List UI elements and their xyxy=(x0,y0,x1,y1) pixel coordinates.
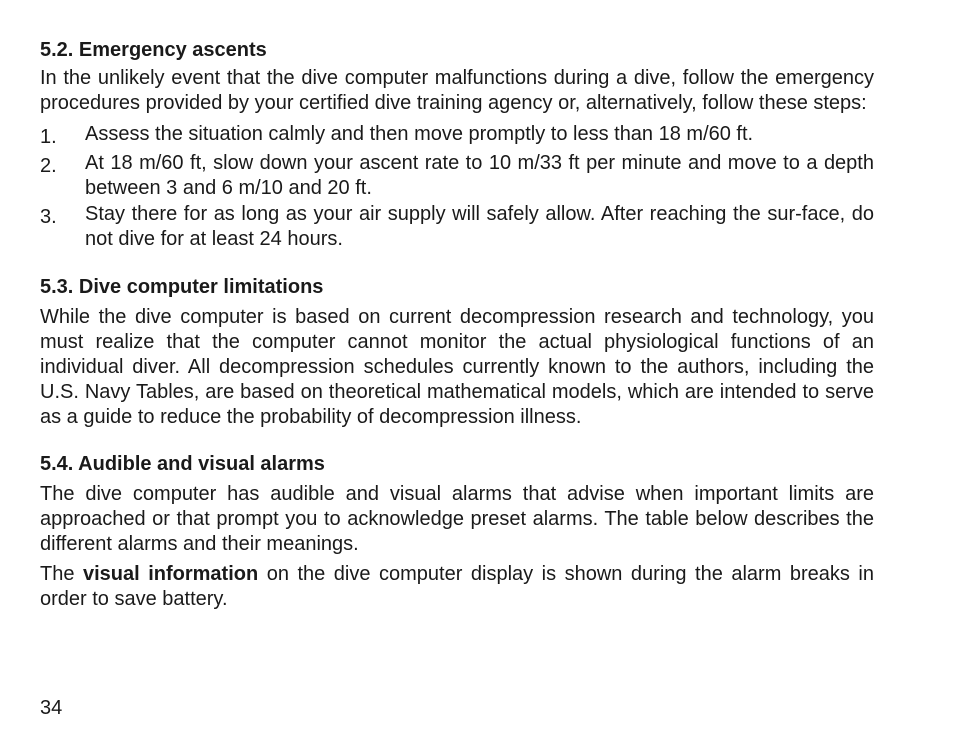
list-item xyxy=(40,122,874,151)
section-heading-limitations: 5.3. Dive computer limitations xyxy=(40,275,324,298)
section-heading-alarms: 5.4. Audible and visual alarms xyxy=(40,452,325,475)
limitations-body: While the dive computer is based on current decompression research and technology, you must realize that the computer cannot monitor the actual physiological functions of an individual diver. All decompression schedules currently known to the authors, including the U.S. Navy Tables, are based on theoretical mathematical models, which are intended to serve as a guide to reduce the probability of decompression illness. xyxy=(40,305,874,428)
emergency-ascents-intro: In the unlikely event that the dive computer malfunctions during a dive, follow the emergency procedures provided by your certified dive training agency or, alternatively, follow these steps: xyxy=(40,67,874,114)
emergency-steps-list xyxy=(40,122,874,253)
section-audible-visual-alarms xyxy=(40,452,874,612)
para-bold-term: visual information xyxy=(82,562,259,585)
document-page xyxy=(40,38,874,612)
alarms-visual-info-paragraph xyxy=(40,562,874,612)
para-prefix: The xyxy=(40,562,83,585)
list-item xyxy=(40,202,874,253)
para-suffix: on the dive computer display is shown during the alarm breaks in order to save battery. xyxy=(40,562,874,610)
step-text: At 18 m/60 ft, slow down your ascent rate to 10 m/33 ft per minute and move to a depth between 3 and 6 m/10 and 20 ft. xyxy=(85,151,874,199)
step-number: 3. xyxy=(40,205,57,228)
step-number: 2. xyxy=(40,154,57,177)
step-number: 1. xyxy=(40,126,57,148)
page-number: 34 xyxy=(40,697,63,719)
list-item xyxy=(40,151,874,202)
section-dive-computer-limitations xyxy=(40,275,874,430)
step-text: Stay there for as long as your air supply will safely allow. After reaching the sur-face, do not dive for at least 24 hours. xyxy=(85,202,874,250)
step-text: Assess the situation calmly and then move promptly to less than 18 m/60 ft. xyxy=(85,123,754,145)
section-emergency-ascents xyxy=(40,38,874,253)
alarms-body: The dive computer has audible and visual alarms that advise when important limits are approached or that prompt you to acknowledge preset alarms. The table below describes the different alarms and their meanings. xyxy=(40,482,874,555)
section-heading-emergency-ascents: 5.2. Emergency ascents xyxy=(40,39,267,61)
